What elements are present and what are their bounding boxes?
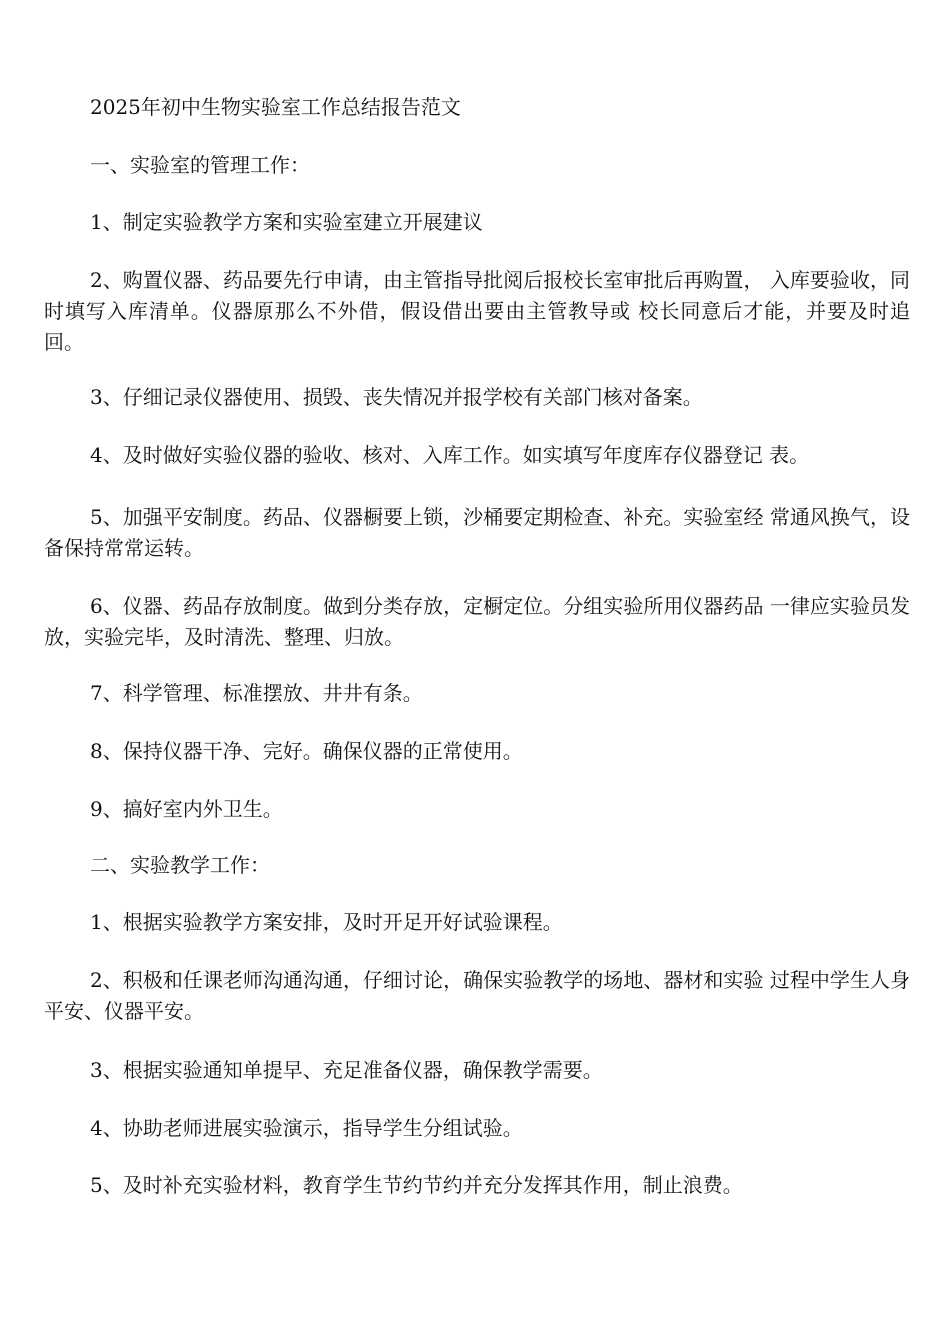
paragraph-1: 1、制定实验教学方案和实验室建立开展建议 [90, 210, 483, 234]
paragraph-7: 7、科学管理、标准摆放、井井有条。 [90, 681, 423, 705]
paragraph-3: 3、仔细记录仪器使用、损毁、丧失情况并报学校有关部门核对备案。 [90, 385, 703, 409]
document-title: 2025年初中生物实验室工作总结报告范文 [90, 95, 461, 119]
paragraph-teaching-1: 1、根据实验教学方案安排，及时开足开好试验课程。 [90, 910, 563, 934]
paragraph-8: 8、保持仪器干净、完好。确保仪器的正常使用。 [90, 739, 523, 763]
paragraph-teaching-4: 4、协助老师进展实验演示，指导学生分组试验。 [90, 1116, 523, 1140]
paragraph-6: 6、仪器、药品存放制度。做到分类存放，定橱定位。分组实验所用仪器药品 一律应实验员发放，实验完毕，及时清洗、整理、归放。 [44, 594, 910, 649]
paragraph-teaching-5: 5、及时补充实验材料，教育学生节约节约并充分发挥其作用，制止浪费。 [90, 1173, 743, 1197]
paragraph-9: 9、搞好室内外卫生。 [90, 797, 283, 821]
section-heading-teaching: 二、实验教学工作： [90, 853, 270, 877]
paragraph-4: 4、及时做好实验仪器的验收、核对、入库工作。如实填写年度库存仪器登记 表。 [90, 443, 810, 467]
paragraph-5: 5、加强平安制度。药品、仪器橱要上锁，沙桶要定期检查、补充。实验室经 常通风换气，设备保持常常运转。 [44, 505, 910, 560]
paragraph-2: 2、购置仪器、药品要先行申请，由主管指导批阅后报校长室审批后再购置， 入库要验收，同时填写入库清单。仪器原那么不外借，假设借出要由主管教导或 校长同意后才能，并要及时追回。 [44, 268, 910, 354]
paragraph-teaching-3: 3、根据实验通知单提早、充足准备仪器，确保教学需要。 [90, 1058, 603, 1082]
paragraph-teaching-2: 2、积极和任课老师沟通沟通，仔细讨论，确保实验教学的场地、器材和实验 过程中学生人身平安、仪器平安。 [44, 968, 910, 1023]
section-heading-management: 一、实验室的管理工作： [90, 153, 310, 177]
